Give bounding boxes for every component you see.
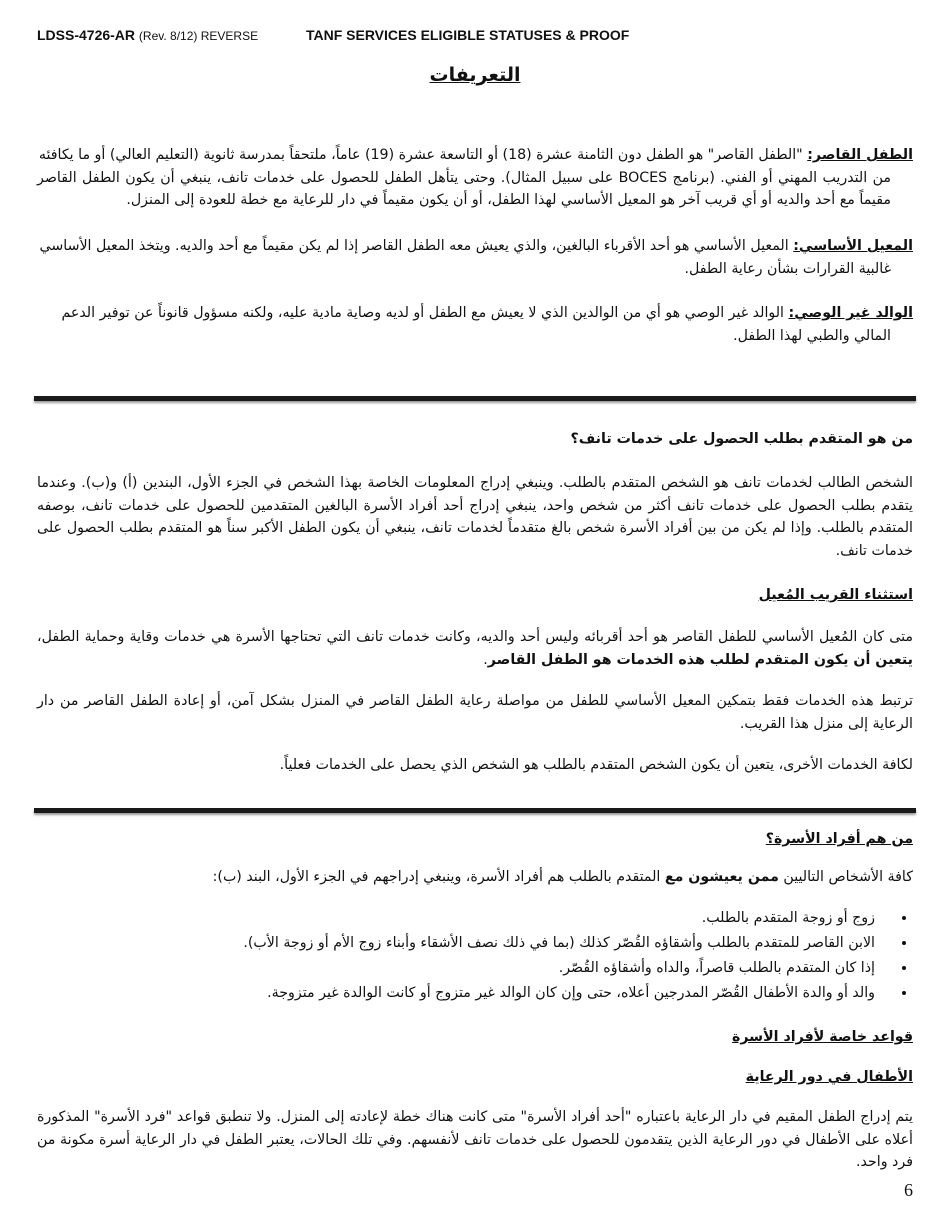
list-item: • إذا كان المتقدم بالطلب قاصراً، والداه وأشقاؤه القُصّر. <box>37 956 891 981</box>
definition-minor-child <box>37 144 913 212</box>
household-intro <box>37 866 913 889</box>
definition-term: المعيل الأساسي: <box>793 238 913 254</box>
section-divider <box>34 808 916 813</box>
page-number: 6 <box>904 1180 913 1200</box>
definition-first-line: الوالد غير الوصي هو أي من الوالدين الذي لا يعيش مع الطفل أو لديه وصاية مادية عليه، ولكنه مسؤول قانوناً عن توفير الدعم <box>61 305 784 321</box>
foster-care-heading: الأطفال في دور الرعاية <box>745 1069 913 1085</box>
household-intro-end: المتقدم بالطلب هم أفراد الأسرة، وينبغي إدراجهم في الجزء الأول، البند (ب): <box>212 869 661 885</box>
section-divider <box>34 396 916 401</box>
page-title: التعريفات <box>429 64 521 86</box>
list-item: • الابن القاصر للمتقدم بالطلب وأشقاؤه القُصّر كذلك (بما في ذلك نصف الأشقاء وأبناء زوج الأم أو زوجة الأب). <box>37 931 891 956</box>
other-services-text: لكافة الخدمات الأخرى، يتعين أن يكون الشخص المتقدم بالطلب هو الشخص الذي يحصل على الخدمات فعلياً. <box>279 757 913 773</box>
definition-rest: المالي والطبي لهذا الطفل. <box>733 327 891 344</box>
definition-rest: من التدريب المهني أو الفني. (برنامج BOCES على سبيل المثال). وحتى يتأهل الطفل للحصول على خدمات تانف، ينبغي أن يكون الطفل القاصر مقيماً مع أحد والديه أو أي قريب آخر هو المعيل الأساسي لهذا الطفل، أو أن يكون مقيماً في دار للرعاية مع خطة للعودة إلى المنزل. <box>37 169 891 208</box>
foster-care-text: يتم إدراج الطفل المقيم في دار الرعاية باعتباره "أحد أفراد الأسرة" متى كانت هناك خطة لإعادته إلى المنزل. ولا تنطبق قواعد "فرد الأسرة" المذكورة أعلاه على الأطفال في دور الرعاية الذين يتقدمون للحصول على خدمات تانف لأنفسهم. وفي تلك الحالات، يعتبر الطفل في دار الرعاية أسرة مكونة من فرد واحد. <box>37 1109 913 1170</box>
definition-term: الطفل القاصر: <box>807 147 913 163</box>
household-intro-start: كافة الأشخاص التاليين <box>783 869 913 885</box>
special-rules-heading: قواعد خاصة لأفراد الأسرة <box>731 1029 913 1045</box>
exception-text-bold: يتعين أن يكون المتقدم لطلب هذه الخدمات هو الطفل القاصر <box>487 651 913 668</box>
definition-first-line: المعيل الأساسي هو أحد الأقرباء البالغين، والذي يعيش معه الطفل القاصر إذا لم يكن مقيماً مع أحد والديه. ويتخذ المعيل الأساسي <box>39 238 789 254</box>
definition-term: الوالد غير الوصي: <box>788 305 913 321</box>
household-intro-bold: ممن يعيشون مع <box>664 869 779 885</box>
definition-first-line: "الطفل القاصر" هو الطفل دون الثامنة عشرة (18) أو التاسعة عشرة (19) عاماً، ملتحقاً بمدرسة ثانوية (التعليم العالي) أو ما يكافئه <box>38 147 803 163</box>
form-header-title: TANF SERVICES ELIGIBLE STATUSES & PROOF <box>305 27 630 43</box>
exception-text-end: . <box>483 651 488 668</box>
exception-text <box>37 626 913 671</box>
list-item: • والد أو والدة الأطفال القُصّر المدرجين أعلاه، حتى وإن كان الوالد غير متزوج أو كانت الوالدة غير متزوجة. <box>37 981 891 1006</box>
form-revision: (Rev. 8/12) REVERSE <box>138 29 259 43</box>
definition-caretaker <box>37 235 913 280</box>
exception-text-start: متى كان المُعيل الأساسي للطفل القاصر هو أحد أقربائه وليس أحد والديه، وكانت خدمات تانف التي تحتاجها الأسرة هي خدمات وقاية وحماية الطفل، <box>37 629 913 645</box>
household-members-list <box>37 906 913 1006</box>
list-item: • زوج أو زوجة المتقدم بالطلب. <box>37 906 891 931</box>
household-heading: من هم أفراد الأسرة؟ <box>765 831 913 847</box>
form-header <box>37 27 629 43</box>
definition-noncustodial-parent <box>37 302 913 347</box>
services-text: ترتبط هذه الخدمات فقط بتمكين المعيل الأساسي للطفل من مواصلة رعاية الطفل القاصر في المنزل بشكل آمن، أو إعادة الطفل القاصر من دار الرعاية إلى منزل هذا القريب. <box>37 693 913 732</box>
form-id: LDSS-4726-AR <box>37 27 136 43</box>
applicant-heading: من هو المتقدم بطلب الحصول على خدمات تانف؟ <box>570 431 913 447</box>
applicant-body: الشخص الطالب لخدمات تانف هو الشخص المتقدم بالطلب. وينبغي إدراج المعلومات الخاصة بهذا الشخص في الجزء الأول، البندين (أ) و(ب). وعندما يتقدم بطلب الحصول على خدمات تانف أكثر من شخص واحد، ينبغي إدراج أحد أفراد الأسرة البالغين المتقدمين للحصول على خدمات تانف، بوصفه المتقدم بالطلب. وإذا لم يكن من بين أفراد الأسرة شخص بالغ متقدماً لخدمات تانف، ينبغي أن يكون الطفل الأكبر سناً هو المتقدم بطلب الحصول على خدمات تانف. <box>37 475 913 559</box>
exception-heading: استثناء القريب المُعيل <box>758 587 913 603</box>
definition-rest: غالبية القرارات بشأن رعاية الطفل. <box>684 260 891 277</box>
